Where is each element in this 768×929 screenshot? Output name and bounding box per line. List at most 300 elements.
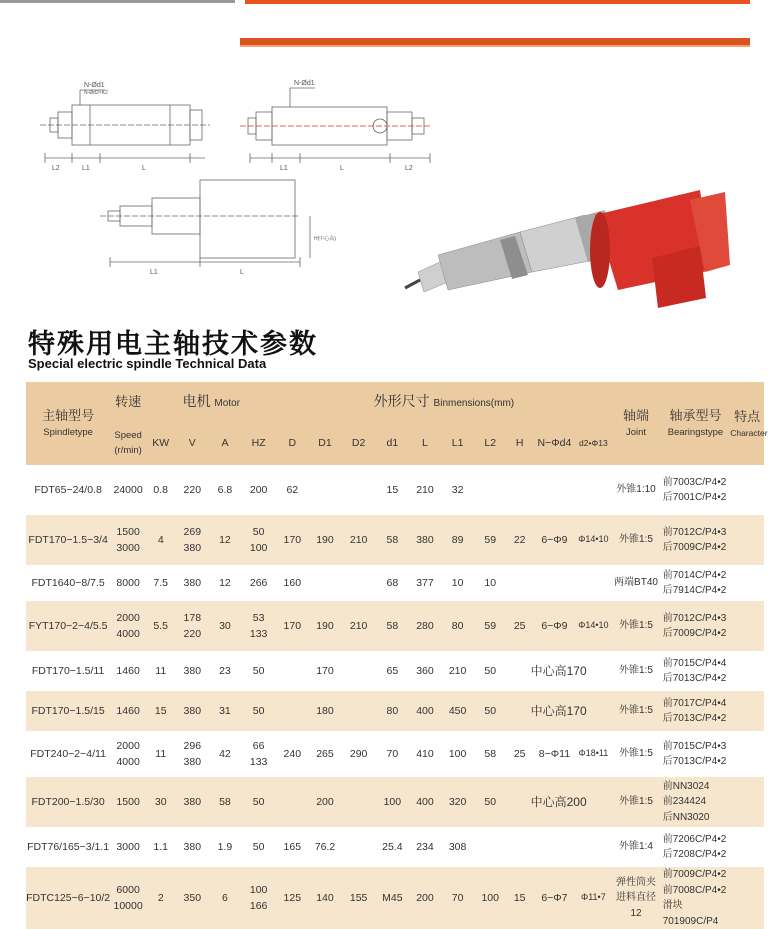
- cell-D2: [342, 565, 376, 601]
- cell-kw: 0.8: [146, 465, 175, 515]
- cell-L2: 59: [474, 601, 506, 651]
- cell-joint: 外锥1:4: [611, 827, 660, 867]
- cell-bearing: [661, 465, 730, 515]
- cell-D: [277, 651, 309, 691]
- cell-hz: [241, 691, 277, 731]
- cell-joint: 两端BT40: [611, 565, 660, 601]
- cell-bearing-line: 前7003C/P4•2: [662, 476, 727, 488]
- cell-hz-line: 50: [252, 840, 265, 853]
- cell-D1: 76.2: [308, 827, 342, 867]
- cell-hz-line: 166: [249, 900, 268, 912]
- technical-drawings: [0, 50, 750, 300]
- cell-v-line: 380: [183, 840, 202, 853]
- cell-D: [277, 691, 309, 731]
- cell-v: [175, 515, 209, 565]
- col-L2: L2: [474, 422, 506, 465]
- cell-bearing-line: 前234424: [662, 796, 707, 808]
- cell-bearing: [661, 777, 730, 827]
- cell-bearing-line: 前7017C/P4•4: [662, 697, 727, 709]
- spindle-photo: [405, 190, 730, 308]
- cell-d1: 25.4: [375, 827, 409, 867]
- cell-kw: 5.5: [146, 601, 175, 651]
- cell-character: [730, 465, 764, 515]
- cell-D1: 140: [308, 867, 342, 929]
- col-joint-header: 轴端 Joint: [611, 382, 660, 465]
- cell-d2: Φ11•7: [575, 867, 611, 929]
- cell-d1: 80: [375, 691, 409, 731]
- page-title-en: Special electric spindle Technical Data: [28, 356, 267, 371]
- cell-speed-line: 1460: [116, 704, 140, 717]
- cell-joint: 外锥1:5: [611, 691, 660, 731]
- table-row: [26, 777, 764, 827]
- col-d1: d1: [375, 422, 409, 465]
- cell-L: 360: [409, 651, 441, 691]
- cell-bearing: [661, 601, 730, 651]
- cell-character: [730, 777, 764, 827]
- cell-hz-line: 50: [252, 704, 265, 717]
- cell-character: [730, 565, 764, 601]
- table-row: [26, 601, 764, 651]
- cell-hz-line: 133: [249, 628, 268, 640]
- cell-character: [730, 867, 764, 929]
- cell-bearing-line: 前7009C/P4•2: [662, 869, 727, 880]
- cell-L: 377: [409, 565, 441, 601]
- table-row: [26, 651, 764, 691]
- col-H: H: [506, 422, 533, 465]
- cell-L1: 210: [441, 651, 475, 691]
- cell-nd4: 6−Φ9: [533, 601, 575, 651]
- cell-model: FDT65−24/0.8: [26, 465, 110, 515]
- cell-L1: 100: [441, 731, 475, 777]
- cell-a: 12: [209, 515, 241, 565]
- cell-joint: 外锥1:5: [611, 601, 660, 651]
- cell-d2: Φ14•10: [575, 515, 611, 565]
- cell-H: [506, 565, 533, 601]
- dim-nd2-label: N-Ød2×K2: [84, 90, 108, 96]
- cell-d2: Φ14•10: [575, 601, 611, 651]
- cell-model: FDT200−1.5/30: [26, 777, 110, 827]
- cell-v-line: 178: [183, 611, 202, 624]
- cell-H: [506, 465, 533, 515]
- cell-L2: 50: [474, 651, 506, 691]
- cell-d2: [575, 465, 611, 515]
- col-a: A: [209, 422, 241, 465]
- cell-v-line: 350: [183, 891, 202, 904]
- cell-bearing-line: 后7013C/P4•2: [662, 673, 727, 684]
- cell-bearing-line: 后7914C/P4•2: [662, 585, 727, 596]
- spec-table: [26, 382, 768, 929]
- cell-d1: 65: [375, 651, 409, 691]
- cell-hz: [241, 515, 277, 565]
- cell-v-line: 380: [183, 576, 202, 589]
- cell-center-height: 中心高170: [506, 691, 611, 731]
- table-row: [26, 827, 764, 867]
- dim-nd1-label: N-Ød1: [84, 82, 105, 89]
- cell-D2: 290: [342, 731, 376, 777]
- drawing-front-view: [40, 90, 210, 163]
- cell-H: 15: [506, 867, 533, 929]
- cell-bearing-line: 前7015C/P4•4: [662, 657, 727, 669]
- cell-bearing-line: 前NN3024: [662, 780, 710, 792]
- cell-d2: [575, 565, 611, 601]
- top-orange-bar: [245, 0, 750, 4]
- cell-hz-line: 133: [249, 756, 268, 768]
- cell-L2: 10: [474, 565, 506, 601]
- cell-D2: 210: [342, 601, 376, 651]
- cell-hz-line: 200: [249, 483, 268, 496]
- cell-hz-line: 100: [249, 883, 268, 896]
- cell-D2: 155: [342, 867, 376, 929]
- cell-center-height: 中心高170: [506, 651, 611, 691]
- cell-kw: 30: [146, 777, 175, 827]
- cell-a: 42: [209, 731, 241, 777]
- cell-D: [277, 777, 309, 827]
- cell-L1: 80: [441, 601, 475, 651]
- cell-L: 210: [409, 465, 441, 515]
- cell-joint: 弹性筒夹 进料直径12: [611, 867, 660, 929]
- cell-v: [175, 827, 209, 867]
- cell-D: 125: [277, 867, 309, 929]
- cell-L: 234: [409, 827, 441, 867]
- cell-nd4: [533, 565, 575, 601]
- cell-joint: 外锥1:5: [611, 651, 660, 691]
- cell-model: FDT170−1.5/11: [26, 651, 110, 691]
- cell-speed-line: 4000: [116, 628, 140, 640]
- cell-speed-line: 3000: [116, 542, 140, 554]
- cell-v: [175, 651, 209, 691]
- cell-L2: [474, 465, 506, 515]
- cell-speed-line: 10000: [113, 900, 143, 912]
- cell-L1: 450: [441, 691, 475, 731]
- cell-character: [730, 515, 764, 565]
- dim-l-label-2: L: [340, 165, 344, 172]
- cell-nd4: [533, 465, 575, 515]
- cell-bearing-line: 后7208C/P4•2: [662, 849, 727, 860]
- table-row: [26, 465, 764, 515]
- col-D1: D1: [308, 422, 342, 465]
- cell-speed-line: 4000: [116, 756, 140, 768]
- cell-hz: [241, 465, 277, 515]
- cell-D: 240: [277, 731, 309, 777]
- col-D2: D2: [342, 422, 376, 465]
- cell-bearing-line: 前7015C/P4•3: [662, 740, 727, 752]
- cell-speed: [110, 827, 146, 867]
- cell-speed-line: 24000: [113, 483, 143, 496]
- cell-L1: 70: [441, 867, 475, 929]
- cell-L: 380: [409, 515, 441, 565]
- cell-bearing: [661, 691, 730, 731]
- header-red-stripe: [240, 38, 750, 45]
- cell-bearing-line: 后7013C/P4•2: [662, 713, 727, 724]
- cell-kw: 11: [146, 651, 175, 691]
- cell-speed: [110, 777, 146, 827]
- cell-bearing: [661, 651, 730, 691]
- cell-speed: [110, 515, 146, 565]
- cell-nd4: 6−Φ7: [533, 867, 575, 929]
- cell-L2: [474, 827, 506, 867]
- cell-speed: [110, 731, 146, 777]
- cell-L: 400: [409, 777, 441, 827]
- cell-a: 6.8: [209, 465, 241, 515]
- cell-bearing-line: 滑块701909C/P4: [662, 900, 719, 927]
- cell-v: [175, 691, 209, 731]
- cell-speed-line: 2000: [116, 611, 140, 624]
- cell-L1: 10: [441, 565, 475, 601]
- cell-v: [175, 867, 209, 929]
- cell-speed-line: 3000: [116, 840, 140, 853]
- cell-hz: [241, 565, 277, 601]
- cell-d2: [575, 827, 611, 867]
- cell-D: 165: [277, 827, 309, 867]
- cell-a: 31: [209, 691, 241, 731]
- cell-hz-line: 50: [252, 525, 265, 538]
- col-model-header: 主轴型号 Spindletype: [26, 382, 110, 465]
- cell-kw: 1.1: [146, 827, 175, 867]
- cell-D1: 190: [308, 601, 342, 651]
- cell-model: FDT240−2−4/11: [26, 731, 110, 777]
- col-speed-sub: Speed (r/min): [110, 422, 146, 465]
- cell-character: [730, 827, 764, 867]
- cell-v: [175, 601, 209, 651]
- cell-d1: 15: [375, 465, 409, 515]
- cell-hz-line: 50: [252, 664, 265, 677]
- cell-nd4: 6−Φ9: [533, 515, 575, 565]
- cell-H: 25: [506, 731, 533, 777]
- cell-bearing: [661, 515, 730, 565]
- cell-D2: [342, 691, 376, 731]
- cell-bearing-line: 后7009C/P4•2: [662, 628, 727, 639]
- cell-character: [730, 731, 764, 777]
- cell-v-line: 380: [183, 542, 202, 554]
- cell-bearing-line: 后7009C/P4•2: [662, 542, 727, 553]
- cell-D2: [342, 827, 376, 867]
- col-motor-header: 电机 Motor: [146, 382, 277, 422]
- cell-D2: [342, 651, 376, 691]
- cell-joint: 外锥1:5: [611, 777, 660, 827]
- cell-speed-line: 1460: [116, 664, 140, 677]
- cell-character: [730, 601, 764, 651]
- cell-H: 22: [506, 515, 533, 565]
- cell-v-line: 220: [183, 483, 202, 496]
- cell-hz: [241, 827, 277, 867]
- cell-H: [506, 827, 533, 867]
- cell-speed-line: 1500: [116, 795, 140, 808]
- cell-a: 1.9: [209, 827, 241, 867]
- cell-L1: 32: [441, 465, 475, 515]
- dim-l-label-3: L: [240, 269, 244, 276]
- cell-v: [175, 777, 209, 827]
- cell-d1: 58: [375, 515, 409, 565]
- col-kw: KW: [146, 422, 175, 465]
- dim-l2-label-2: L2: [405, 165, 413, 172]
- cell-d2: Φ18•11: [575, 731, 611, 777]
- cell-D2: 210: [342, 515, 376, 565]
- cell-D1: 190: [308, 515, 342, 565]
- cell-v-line: 269: [183, 525, 202, 538]
- cell-hz: [241, 651, 277, 691]
- cell-model: FDTC125−6−10/2: [26, 867, 110, 929]
- cell-bearing-line: 前7012C/P4•3: [662, 526, 727, 538]
- cell-speed: [110, 601, 146, 651]
- cell-joint: 外锥1:5: [611, 731, 660, 777]
- cell-D1: 265: [308, 731, 342, 777]
- cell-v: [175, 731, 209, 777]
- cell-character: [730, 691, 764, 731]
- cell-d1: 58: [375, 601, 409, 651]
- cell-bearing-line: 后7013C/P4•2: [662, 756, 727, 767]
- cell-a: 58: [209, 777, 241, 827]
- cell-bearing: [661, 565, 730, 601]
- cell-D: 170: [277, 601, 309, 651]
- cell-a: 6: [209, 867, 241, 929]
- cell-hz: [241, 867, 277, 929]
- spec-table-body: [26, 465, 764, 929]
- dim-l1-label-3: L1: [150, 269, 158, 276]
- cell-bearing: [661, 867, 730, 929]
- cell-speed-line: 2000: [116, 739, 140, 752]
- cell-model: FDT76/165−3/1.1: [26, 827, 110, 867]
- col-hz: HZ: [241, 422, 277, 465]
- dim-l-label: L: [142, 165, 146, 172]
- cell-bearing-line: 前7014C/P4•2: [662, 569, 727, 581]
- cell-D1: 170: [308, 651, 342, 691]
- cell-D: 160: [277, 565, 309, 601]
- cell-speed: [110, 651, 146, 691]
- cell-a: 23: [209, 651, 241, 691]
- cell-L: 410: [409, 731, 441, 777]
- cell-bearing-line: 后7001C/P4•2: [662, 492, 727, 503]
- cell-kw: 15: [146, 691, 175, 731]
- cell-L: 200: [409, 867, 441, 929]
- cell-d1: 68: [375, 565, 409, 601]
- cell-speed-line: 8000: [116, 576, 140, 589]
- cell-v: [175, 465, 209, 515]
- col-bearing-header: 轴承型号 Bearingstype: [661, 382, 730, 465]
- cell-D: 62: [277, 465, 309, 515]
- cell-model: FDT1640−8/7.5: [26, 565, 110, 601]
- cell-a: 12: [209, 565, 241, 601]
- cell-hz-line: 266: [249, 576, 268, 589]
- cell-L: 280: [409, 601, 441, 651]
- cell-model: FDT170−1.5/15: [26, 691, 110, 731]
- col-L1: L1: [441, 422, 475, 465]
- cell-L1: 308: [441, 827, 475, 867]
- cell-v-line: 380: [183, 704, 202, 717]
- table-row: [26, 565, 764, 601]
- cell-speed-line: 1500: [116, 525, 140, 538]
- cell-speed: [110, 867, 146, 929]
- cell-speed: [110, 565, 146, 601]
- cell-hz-line: 53: [252, 611, 265, 624]
- cell-kw: 11: [146, 731, 175, 777]
- dim-nd1-label-2: N-Ød1: [294, 80, 315, 87]
- cell-a: 30: [209, 601, 241, 651]
- cell-hz-line: 100: [249, 542, 268, 554]
- cell-L2: 50: [474, 777, 506, 827]
- cell-speed-line: 6000: [116, 883, 140, 896]
- cell-bearing-line: 后NN3020: [662, 811, 710, 823]
- drawing-mounted-view: [100, 180, 310, 267]
- cell-bearing-line: 前7012C/P4•3: [662, 612, 727, 624]
- cell-D2: [342, 465, 376, 515]
- cell-L2: 100: [474, 867, 506, 929]
- cell-speed: [110, 691, 146, 731]
- cell-hz: [241, 731, 277, 777]
- dim-l2-label: L2: [52, 165, 60, 172]
- drawing-side-view: [240, 88, 430, 163]
- cell-H: 25: [506, 601, 533, 651]
- col-character-header: 特点 Character: [730, 382, 764, 465]
- col-D: D: [277, 422, 309, 465]
- cell-v-line: 380: [183, 756, 202, 768]
- cell-D1: [308, 465, 342, 515]
- cell-nd4: [533, 827, 575, 867]
- col-L: L: [409, 422, 441, 465]
- cell-hz: [241, 777, 277, 827]
- table-row: [26, 515, 764, 565]
- cell-L: 400: [409, 691, 441, 731]
- col-dims-header: 外形尺寸 Binmensions(mm): [277, 382, 612, 422]
- dim-h-label: H(中心高): [314, 236, 336, 242]
- cell-center-height: 中心高200: [506, 777, 611, 827]
- cell-d1: M45: [375, 867, 409, 929]
- cell-d1: 100: [375, 777, 409, 827]
- table-row: [26, 867, 764, 929]
- col-d2d13: d2•Φ13: [575, 422, 611, 465]
- cell-D2: [342, 777, 376, 827]
- col-speed-header: 转速: [110, 382, 146, 422]
- cell-v-line: 380: [183, 664, 202, 677]
- cell-bearing-line: 前7008C/P4•2: [662, 884, 727, 896]
- cell-L2: 50: [474, 691, 506, 731]
- cell-v-line: 296: [183, 739, 202, 752]
- cell-bearing: [661, 731, 730, 777]
- cell-D1: 180: [308, 691, 342, 731]
- cell-hz: [241, 601, 277, 651]
- cell-joint: 外锥1:5: [611, 515, 660, 565]
- cell-hz-line: 50: [252, 795, 265, 808]
- spec-table-wrap: [26, 382, 768, 927]
- cell-v: [175, 565, 209, 601]
- cell-kw: 7.5: [146, 565, 175, 601]
- cell-model: FDT170−1.5−3/4: [26, 515, 110, 565]
- table-row: [26, 691, 764, 731]
- cell-L1: 320: [441, 777, 475, 827]
- cell-D1: 200: [308, 777, 342, 827]
- cell-kw: 2: [146, 867, 175, 929]
- cell-hz-line: 66: [252, 739, 265, 752]
- cell-L2: 59: [474, 515, 506, 565]
- cell-d1: 70: [375, 731, 409, 777]
- cell-nd4: 8−Φ11: [533, 731, 575, 777]
- cell-v-line: 380: [183, 795, 202, 808]
- cell-D: 170: [277, 515, 309, 565]
- cell-speed: [110, 465, 146, 515]
- cell-kw: 4: [146, 515, 175, 565]
- cell-model: FYT170−2−4/5.5: [26, 601, 110, 651]
- page-title-cn: 特殊用电主轴技术参数: [28, 329, 318, 360]
- cell-L1: 89: [441, 515, 475, 565]
- cell-joint: 外锥1:10: [611, 465, 660, 515]
- cell-D1: [308, 565, 342, 601]
- cell-character: [730, 651, 764, 691]
- cell-v-line: 220: [183, 628, 202, 640]
- table-row: [26, 731, 764, 777]
- cell-bearing-line: 前7206C/P4•2: [662, 833, 727, 845]
- col-nd4: N−Φd4: [533, 422, 575, 465]
- col-v: V: [175, 422, 209, 465]
- top-grey-bar: [0, 0, 235, 3]
